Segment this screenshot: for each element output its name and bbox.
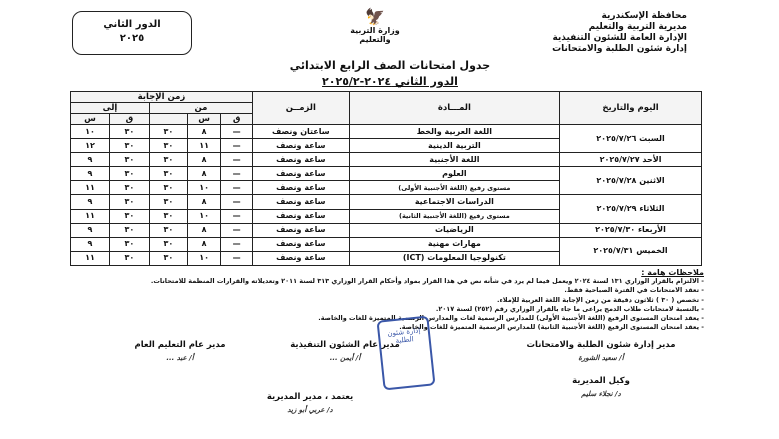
authority-line: محافظة الإسكندرية xyxy=(601,11,687,21)
from-h-cell: ٨ xyxy=(187,167,221,181)
table-row xyxy=(71,223,702,237)
day-cell: الخميس ٢٠٢٥/٧/٣١ xyxy=(560,237,702,265)
official-stamp xyxy=(376,315,435,390)
signature-block-general-education xyxy=(105,340,255,362)
duration-cell: ساعة ونصف xyxy=(252,209,349,223)
note-item: - تعقد الامتحانات في الفترة الصباحية فقط. xyxy=(564,286,704,295)
to-h-cell: ٩ xyxy=(71,167,110,181)
signature-block-deputy xyxy=(501,376,701,398)
dash-cell: — xyxy=(221,139,253,153)
subject-cell: تكنولوجيا المعلومات (ICT) xyxy=(349,251,559,265)
dash-cell: — xyxy=(221,153,253,167)
duration-cell: ساعة ونصف xyxy=(252,195,349,209)
signature-name: د/ عربي أبو زيد xyxy=(287,406,333,414)
title-line-2: الدور الثاني ٢٠٢٤-٢٠٢٥/٢ xyxy=(322,75,458,88)
duration-cell: ساعة ونصف xyxy=(252,223,349,237)
header-from: من xyxy=(149,103,252,114)
schedule-table xyxy=(70,91,702,266)
signature-title: وكيل المديرية xyxy=(572,376,630,386)
dash-cell: — xyxy=(221,223,253,237)
to-h-cell: ٩ xyxy=(71,195,110,209)
day-cell: الاثنين ٢٠٢٥/٧/٢٨ xyxy=(560,167,702,195)
from-m-cell: ٣٠ xyxy=(149,139,187,153)
from-m-cell: ٣٠ xyxy=(149,209,187,223)
table-row xyxy=(71,125,702,139)
subject-cell: الدراسات الاجتماعية xyxy=(349,195,559,209)
from-m-cell: ٣٠ xyxy=(149,237,187,251)
subject-cell: مستوى رفيع (اللغة الأجنبية الثانية) xyxy=(349,209,559,223)
stamp-text: إدارة شئون الطلبة xyxy=(386,326,421,345)
to-h-cell: ٩ xyxy=(71,153,110,167)
to-m-cell: ٣٠ xyxy=(109,251,149,265)
subject-cell: اللغة العربية والخط xyxy=(349,125,559,139)
authority-line: الإدارة العامة للشئون التنفيذية xyxy=(552,33,687,43)
dash-cell: — xyxy=(221,237,253,251)
from-m-cell: ٣٠ xyxy=(149,125,187,139)
day-cell: السبت ٢٠٢٥/٧/٢٦ xyxy=(560,125,702,153)
to-h-cell: ١٢ xyxy=(71,139,110,153)
notes-heading: ملاحظات هامة : xyxy=(641,268,704,277)
table-row xyxy=(71,195,702,209)
dash-cell: — xyxy=(221,125,253,139)
subject-cell: التربية الدينية xyxy=(349,139,559,153)
subject-cell: العلوم xyxy=(349,167,559,181)
table-row xyxy=(71,167,702,181)
from-h-cell: ٨ xyxy=(187,195,221,209)
from-m-cell: ٣٠ xyxy=(149,167,187,181)
duration-cell: ساعة ونصف xyxy=(252,237,349,251)
to-m-cell: ٣٠ xyxy=(109,167,149,181)
signature-block-students-affairs xyxy=(501,340,701,362)
signature-name: د/ نجلاء سليم xyxy=(581,390,621,398)
authority-header xyxy=(507,11,687,55)
header-subject: المـــادة xyxy=(349,92,559,125)
to-m-cell: ٣٠ xyxy=(109,125,149,139)
from-h-cell: ٨ xyxy=(187,237,221,251)
header-to: إلى xyxy=(71,103,150,114)
to-m-cell: ٣٠ xyxy=(109,195,149,209)
subject-cell: مستوى رفيع (اللغة الأجنبية الأولى) xyxy=(349,181,559,195)
signature-title: مدير عام الشئون التنفيذية xyxy=(290,340,400,350)
table-row xyxy=(71,153,702,167)
authority-line: إدارة شئون الطلبة والامتحانات xyxy=(552,44,687,54)
to-m-cell: ٣٠ xyxy=(109,223,149,237)
signature-block-director xyxy=(240,392,380,414)
to-h-cell: ١٠ xyxy=(71,125,110,139)
dash-cell: — xyxy=(221,167,253,181)
authority-line: مديرية التربية والتعليم xyxy=(588,22,687,32)
eagle-icon: 🦅 xyxy=(365,7,385,26)
subject-cell: مهارات مهنية xyxy=(349,237,559,251)
from-m-cell: ٣٠ xyxy=(149,251,187,265)
duration-cell: ساعة ونصف xyxy=(252,251,349,265)
note-item: - تخصص ( ٣٠ ) ثلاثون دقيقة من زمن الإجابة اللغة العربية للإملاء. xyxy=(497,295,704,304)
dash-cell: — xyxy=(221,209,253,223)
header-from-dash xyxy=(149,114,187,125)
from-m-cell: ٣٠ xyxy=(149,181,187,195)
emblem-text: وزارة التربية والتعليم xyxy=(350,26,400,44)
header-day-date: اليوم والتاريخ xyxy=(560,92,702,125)
from-h-cell: ٨ xyxy=(187,125,221,139)
title-line-1: جدول امتحانات الصف الرابع الابتدائي xyxy=(289,59,491,72)
dash-cell: — xyxy=(221,251,253,265)
duration-cell: ساعتان ونصف xyxy=(252,125,349,139)
dash-cell: — xyxy=(221,195,253,209)
header-from-h: س xyxy=(187,114,221,125)
note-item: - يعقد امتحان المستوى الرفيع (اللغة الأجنبية الأولى) للمدارس الرسمية لغات والمدارس الرسمية المتميزة للغات والخاصة. xyxy=(318,314,704,323)
note-item: - بالنسبة لامتحانات طلاب الدمج يراعى ما جاء بالقرار الوزاري رقم (٢٥٢) لسنة ٢٠١٧. xyxy=(435,304,704,313)
duration-cell: ساعة ونصف xyxy=(252,139,349,153)
duration-cell: ساعة ونصف xyxy=(252,181,349,195)
from-h-cell: ١٠ xyxy=(187,209,221,223)
from-m-cell: ٣٠ xyxy=(149,223,187,237)
dash-cell: — xyxy=(221,181,253,195)
ministry-emblem xyxy=(340,7,410,44)
note-item: - يعقد امتحان المستوى الرفيع (اللغة الأجنبية الثانية) للمدارس الرسمية المتميزة للغات والخاصة. xyxy=(399,323,704,332)
table-row xyxy=(71,237,702,251)
from-m-cell: ٣٠ xyxy=(149,195,187,209)
from-h-cell: ١٠ xyxy=(187,251,221,265)
round-year: ٢٠٢٥ xyxy=(119,33,145,44)
to-m-cell: ٣٠ xyxy=(109,139,149,153)
header-time: زمن الإجابة xyxy=(71,92,253,103)
signature-title: مدير إدارة شئون الطلبة والامتحانات xyxy=(526,340,676,350)
signature-name: أ/ سعيد الشورة xyxy=(578,354,624,362)
signature-name: أ/ عبد ... xyxy=(166,354,194,362)
to-m-cell: ٣٠ xyxy=(109,237,149,251)
header-to-h: س xyxy=(71,114,110,125)
header-to-m: ق xyxy=(109,114,149,125)
day-cell: الأربعاء ٢٠٢٥/٧/٣٠ xyxy=(560,223,702,237)
from-h-cell: ٨ xyxy=(187,223,221,237)
to-h-cell: ٩ xyxy=(71,223,110,237)
to-m-cell: ٣٠ xyxy=(109,209,149,223)
schedule-title xyxy=(200,58,580,90)
from-h-cell: ١١ xyxy=(187,139,221,153)
signature-title: مدير عام التعليم العام xyxy=(134,340,226,350)
duration-cell: ساعة ونصف xyxy=(252,153,349,167)
header-from-m: ق xyxy=(221,114,253,125)
subject-cell: الرياضيات xyxy=(349,223,559,237)
round-label: الدور الثاني xyxy=(103,19,161,30)
subject-cell: اللغة الأجنبية xyxy=(349,153,559,167)
to-h-cell: ١١ xyxy=(71,251,110,265)
from-h-cell: ١٠ xyxy=(187,181,221,195)
to-h-cell: ١١ xyxy=(71,209,110,223)
duration-cell: ساعة ونصف xyxy=(252,167,349,181)
signature-title: يعتمد ، مدير المديرية xyxy=(266,392,354,402)
from-m-cell: ٣٠ xyxy=(149,153,187,167)
to-m-cell: ٣٠ xyxy=(109,153,149,167)
signature-name: أ/ أيمن ... xyxy=(329,354,361,362)
to-h-cell: ٩ xyxy=(71,237,110,251)
note-item: - الالتزام بالقرار الوزاري ١٣١ لسنة ٢٠٢٤ ويعمل فيما لم يرد في شأنه نص في هذا القرار بمواد وأحكام القرار الوزاري ٣١٣ لسنة ٢٠١١ وتعديلاته والقرارات المنظمة للامتحانات. xyxy=(150,277,704,286)
round-box xyxy=(72,11,192,55)
to-h-cell: ١١ xyxy=(71,181,110,195)
header-duration: الزمــن xyxy=(252,92,349,125)
day-cell: الثلاثاء ٢٠٢٥/٧/٢٩ xyxy=(560,195,702,223)
to-m-cell: ٣٠ xyxy=(109,181,149,195)
day-cell: الأحد ٢٠٢٥/٧/٢٧ xyxy=(560,153,702,167)
from-h-cell: ٨ xyxy=(187,153,221,167)
